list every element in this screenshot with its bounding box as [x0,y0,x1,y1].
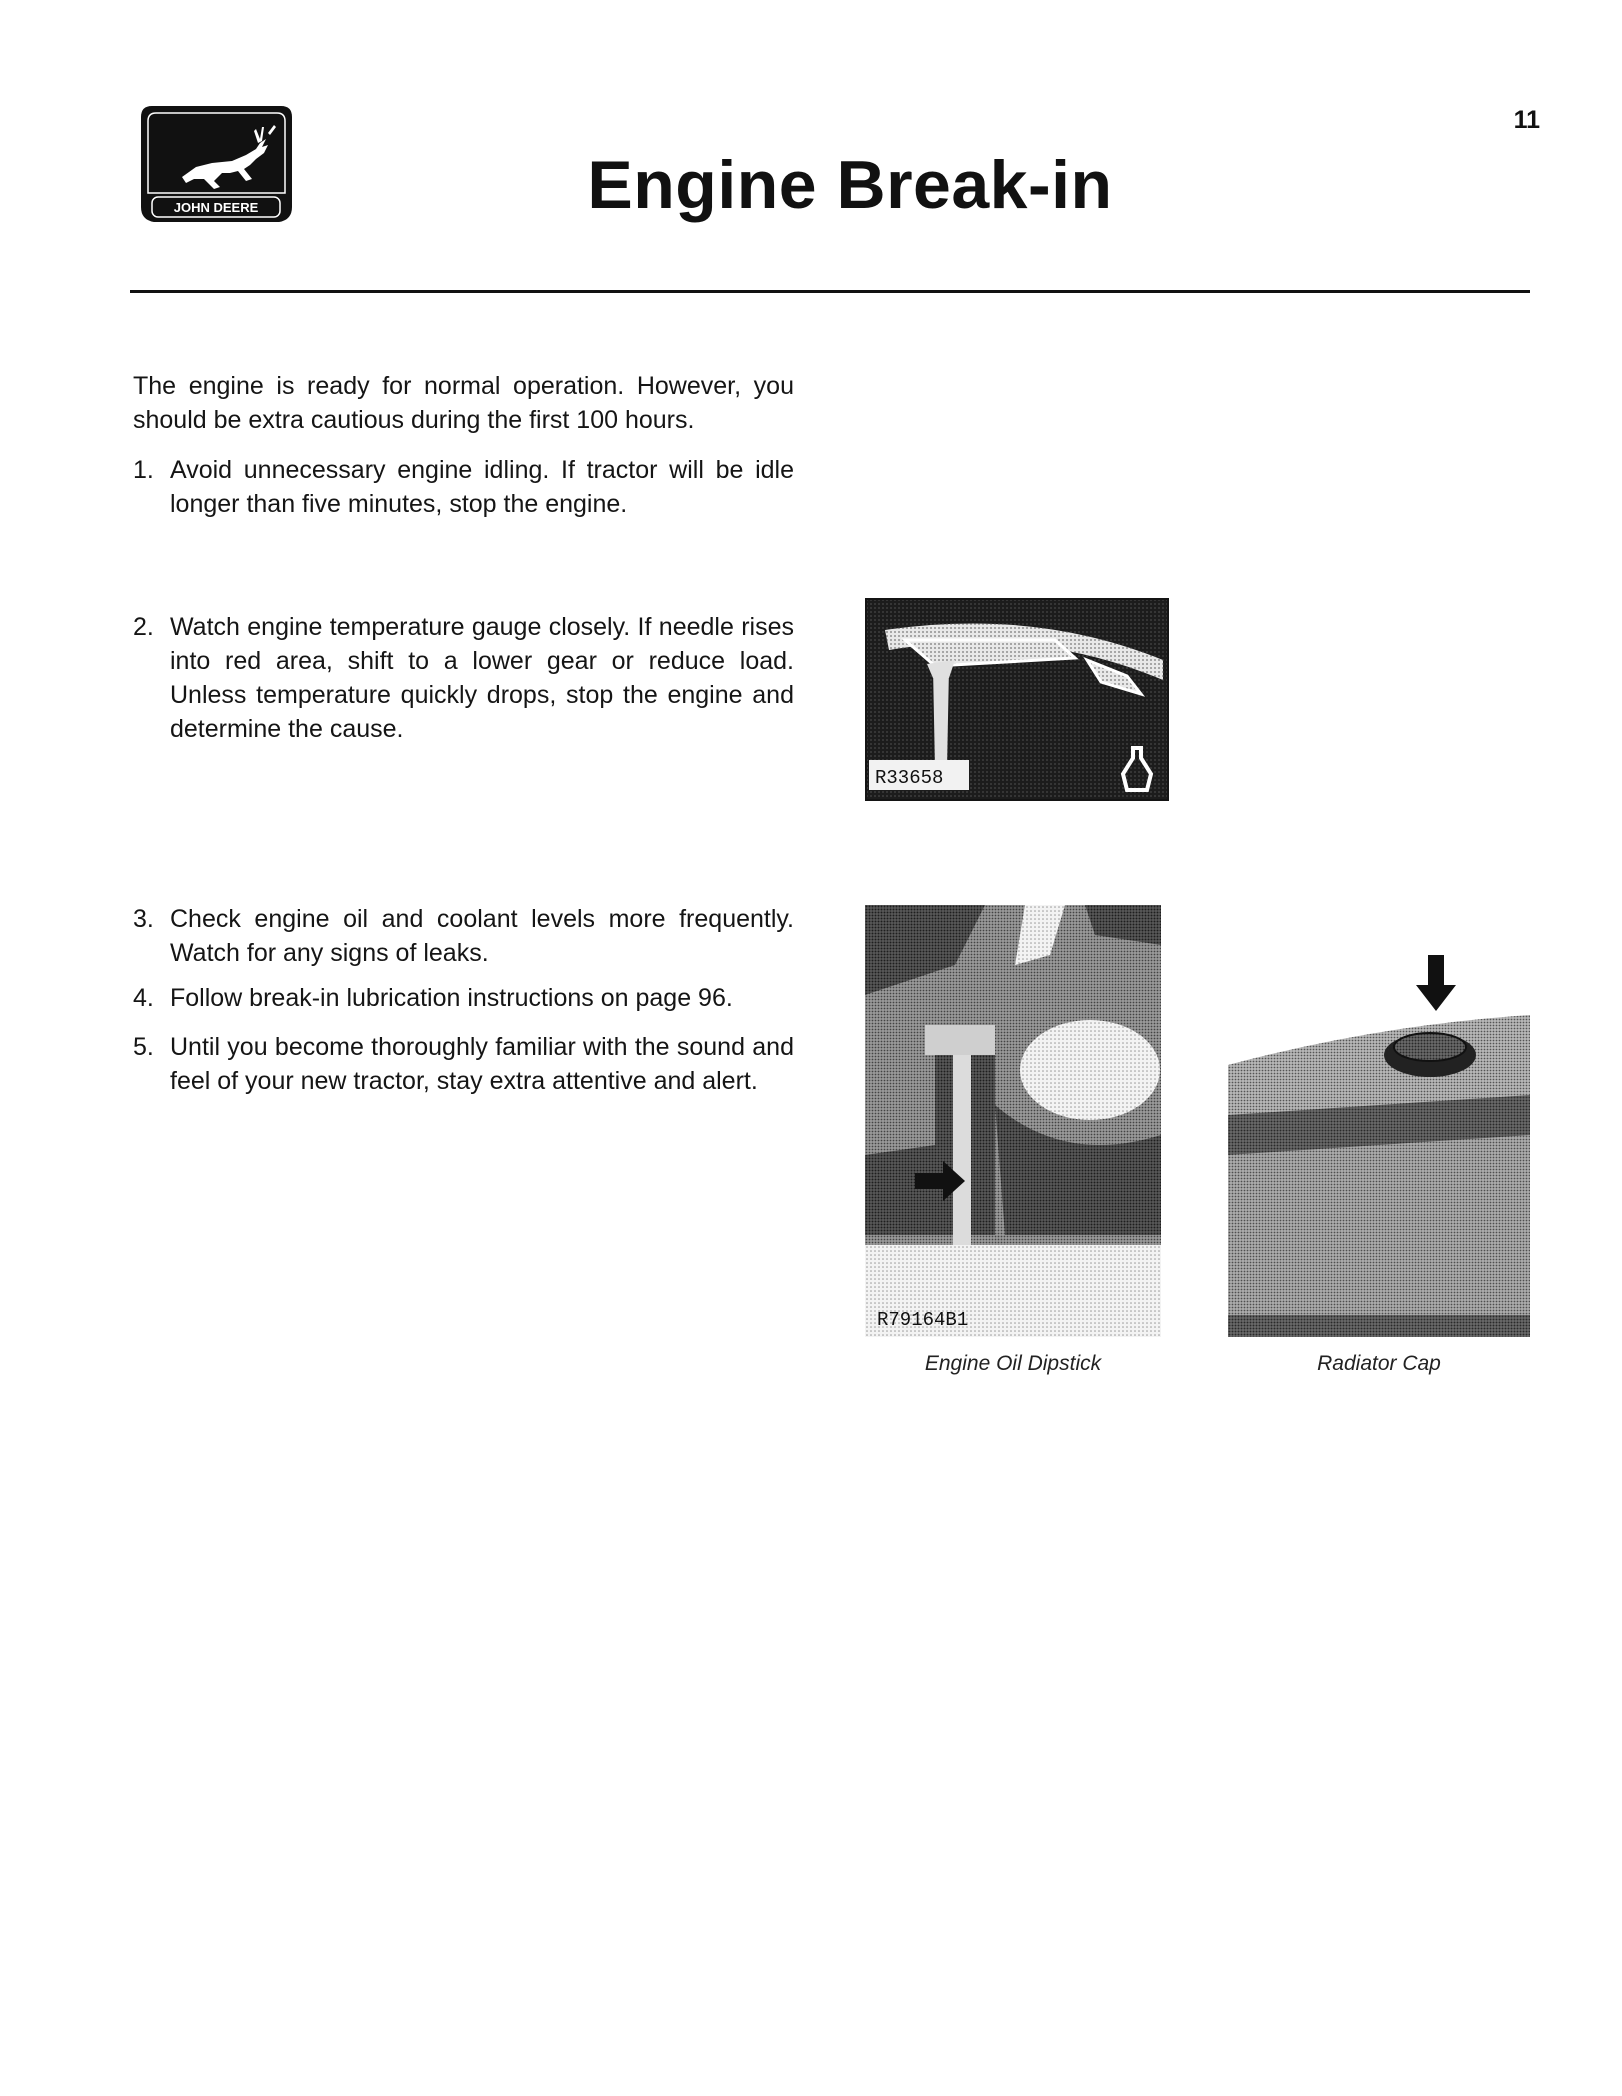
logo-wordmark: JOHN DEERE [173,200,259,215]
list-item-text: Watch engine temperature gauge closely. If needle rises into red area, shift to a lower gear or reduce load. Unless temperature quickly drops, stop the engine and determine the cause. [170,613,794,743]
radiator-cap-figure [1228,955,1530,1337]
figure-code: R79164B1 [877,1309,969,1331]
list-item [133,610,794,746]
list-item-number: 3. [133,905,154,933]
figure-caption: Radiator Cap [1317,1352,1441,1375]
temperature-gauge-figure [865,598,1169,801]
list-item-text: Avoid unnecessary engine idling. If tractor will be idle longer than five minutes, stop the engine. [170,456,794,518]
figure-caption: Engine Oil Dipstick [924,1352,1102,1375]
list-item [133,981,794,1015]
list-item-number: 4. [133,984,154,1012]
list-item-number: 5. [133,1033,154,1061]
intro-paragraph: The engine is ready for normal operation. However, you should be extra cautious during the first 100 hours. [133,372,794,434]
list-item-text: Follow break-in lubrication instructions on page 96. [170,984,733,1012]
list-item [133,1030,794,1098]
figure-code: R33658 [875,767,944,789]
page-title: Engine Break-in [587,147,1113,223]
header-divider [130,290,1530,293]
page-number: 11 [1513,106,1540,134]
list-item-text: Check engine oil and coolant levels more frequently. Watch for any signs of leaks. [170,905,794,967]
list-item [133,453,794,521]
list-item-text: Until you become thoroughly familiar with the sound and feel of your new tractor, stay extra attentive and alert. [170,1033,794,1095]
john-deere-logo [134,103,299,228]
engine-oil-dipstick-figure [865,905,1161,1337]
list-item-number: 2. [133,613,154,641]
list-item [133,902,794,970]
list-item-number: 1. [133,456,154,484]
